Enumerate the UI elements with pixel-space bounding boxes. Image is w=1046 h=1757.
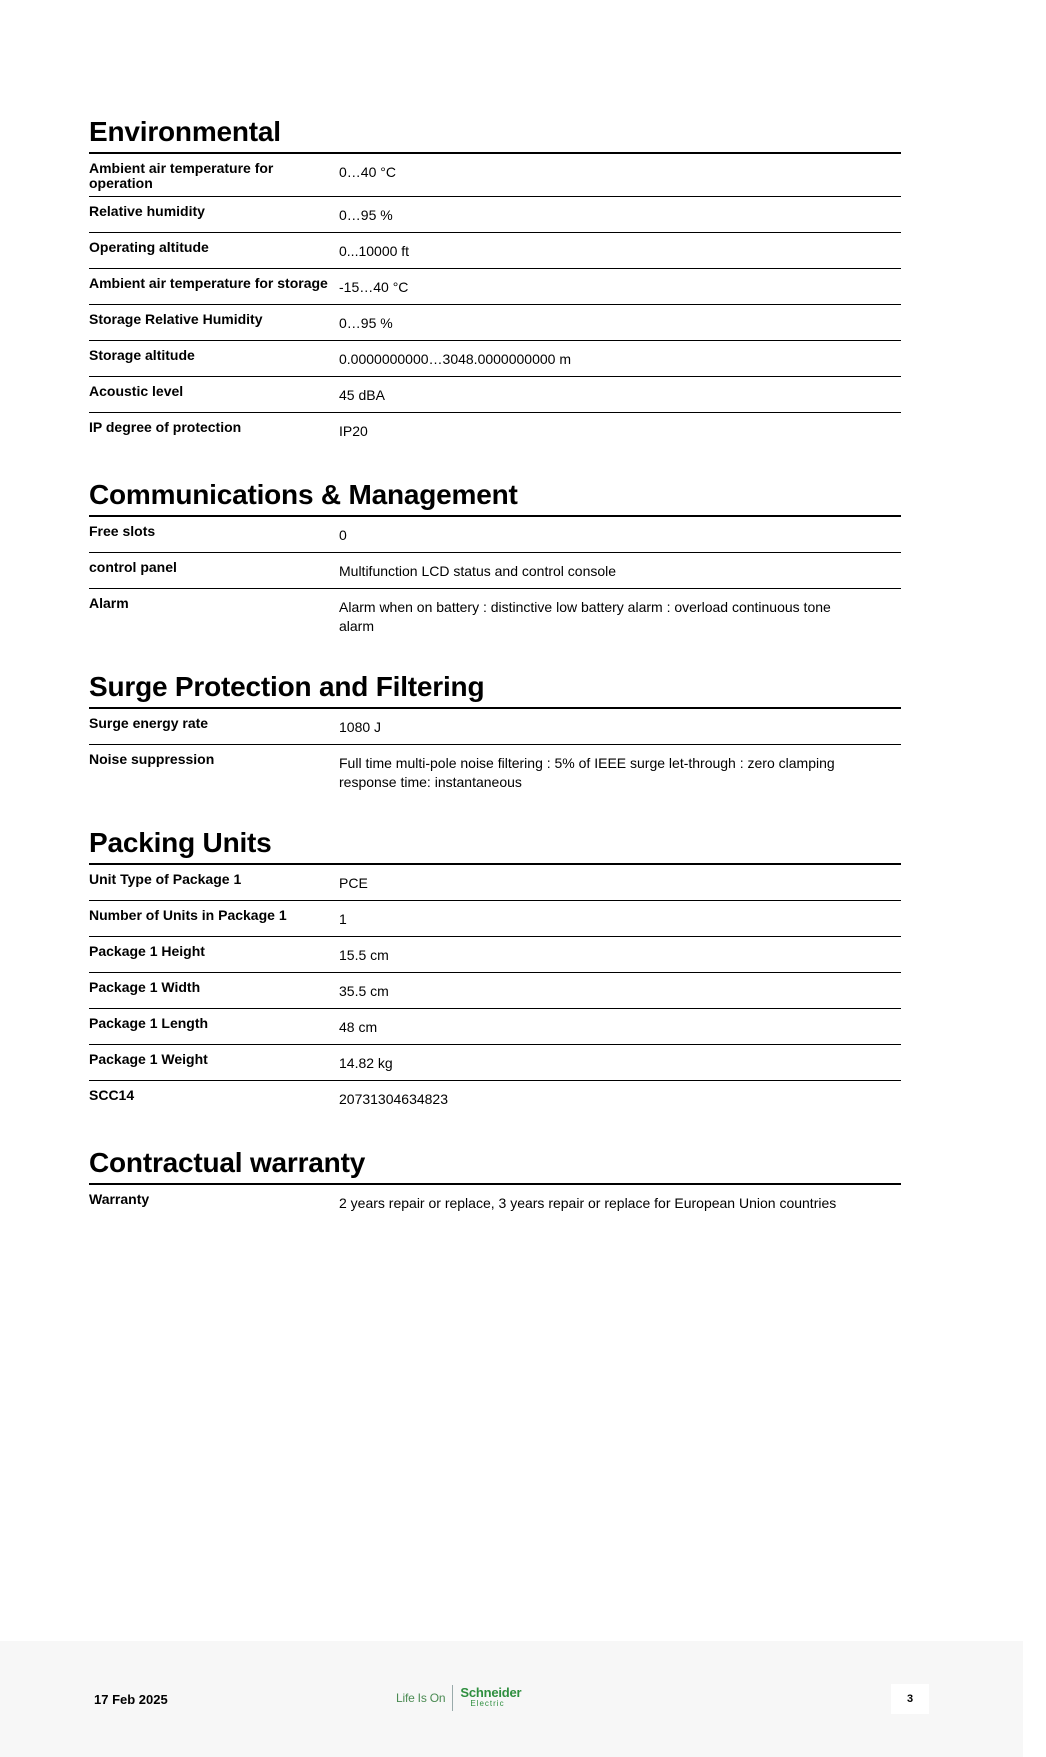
spec-value: 0 [339, 527, 347, 543]
spec-label: Package 1 Weight [89, 1051, 208, 1067]
page-footer [0, 1641, 1023, 1757]
spec-label: SCC14 [89, 1087, 135, 1103]
spec-value: 45 dBA [339, 387, 385, 403]
spec-value: 0…95 % [339, 207, 393, 223]
spec-row [89, 553, 901, 589]
spec-row [89, 305, 901, 341]
spec-row [89, 589, 901, 641]
spec-label: Package 1 Length [89, 1015, 209, 1031]
spec-row [89, 901, 901, 937]
spec-label: Noise suppression [89, 751, 215, 767]
spec-label: Warranty [89, 1191, 150, 1207]
spec-value: IP20 [339, 423, 368, 439]
spec-row [89, 973, 901, 1009]
spec-value: Full time multi-pole noise filtering : 5% of IEEE surge let-through : zero clamping response time: instantaneous [339, 755, 835, 790]
spec-label: Operating altitude [89, 239, 209, 255]
spec-row [89, 154, 901, 197]
spec-value: -15…40 °C [339, 279, 409, 295]
spec-row [89, 269, 901, 305]
spec-value: 15.5 cm [339, 947, 389, 963]
spec-label: Unit Type of Package 1 [89, 871, 242, 887]
section-title: Environmental [89, 112, 901, 154]
spec-content [89, 112, 901, 1247]
spec-value: 2 years repair or replace, 3 years repair or replace for European Union countries [339, 1195, 837, 1211]
spec-value: 0…40 °C [339, 164, 396, 180]
section-title: Packing Units [89, 823, 901, 865]
spec-label: Free slots [89, 523, 156, 539]
spec-row [89, 377, 901, 413]
spec-row [89, 1185, 901, 1221]
spec-label: Package 1 Width [89, 979, 201, 995]
brand-wordmark [460, 1687, 521, 1709]
spec-value: PCE [339, 875, 368, 891]
spec-row [89, 197, 901, 233]
spec-value: 0.0000000000…3048.0000000000 m [339, 351, 571, 367]
spec-value: 0…95 % [339, 315, 393, 331]
spec-row [89, 865, 901, 901]
spec-value: 1080 J [339, 719, 382, 735]
spec-row [89, 341, 901, 377]
spec-value: 0...10000 ft [339, 243, 410, 259]
spec-label: Storage altitude [89, 347, 195, 363]
spec-label: Surge energy rate [89, 715, 209, 731]
spec-row [89, 1081, 901, 1117]
spec-row [89, 709, 901, 745]
spec-label: Relative humidity [89, 203, 205, 219]
spec-value: 48 cm [339, 1019, 378, 1035]
spec-row [89, 413, 901, 449]
spec-section [89, 823, 901, 1117]
spec-value: 20731304634823 [339, 1091, 449, 1107]
spec-label: Ambient air temperature for storage [89, 275, 328, 291]
spec-label: Number of Units in Package 1 [89, 907, 287, 923]
spec-row [89, 1009, 901, 1045]
page-number: 3 [891, 1684, 929, 1714]
section-title: Surge Protection and Filtering [89, 667, 901, 709]
spec-value: Multifunction LCD status and control console [339, 563, 617, 579]
spec-section [89, 475, 901, 641]
spec-row [89, 745, 901, 797]
spec-label: Package 1 Height [89, 943, 205, 959]
spec-value: 1 [339, 911, 347, 927]
section-title: Communications & Management [89, 475, 901, 517]
spec-row [89, 1045, 901, 1081]
schneider-logo [396, 1683, 521, 1713]
spec-value: 35.5 cm [339, 983, 389, 999]
brand-name: Schneider [460, 1685, 522, 1700]
spec-section [89, 667, 901, 797]
spec-row [89, 517, 901, 553]
spec-section [89, 112, 901, 449]
section-title: Contractual warranty [89, 1143, 901, 1185]
logo-divider [452, 1685, 453, 1711]
spec-section [89, 1143, 901, 1221]
spec-label: Alarm [89, 595, 129, 611]
footer-date: 17 Feb 2025 [94, 1692, 168, 1707]
life-is-on-tagline: Life Is On [396, 1691, 446, 1705]
spec-label: Ambient air temperature for operation [89, 160, 274, 191]
spec-label: control panel [89, 559, 177, 575]
spec-label: IP degree of protection [89, 419, 242, 435]
spec-label: Acoustic level [89, 383, 184, 399]
spec-label: Storage Relative Humidity [89, 311, 263, 327]
spec-value: Alarm when on battery : distinctive low battery alarm : overload continuous tone alarm [339, 599, 831, 634]
brand-sub: Electric [470, 1699, 505, 1708]
spec-row [89, 937, 901, 973]
spec-row [89, 233, 901, 269]
spec-value: 14.82 kg [339, 1055, 393, 1071]
